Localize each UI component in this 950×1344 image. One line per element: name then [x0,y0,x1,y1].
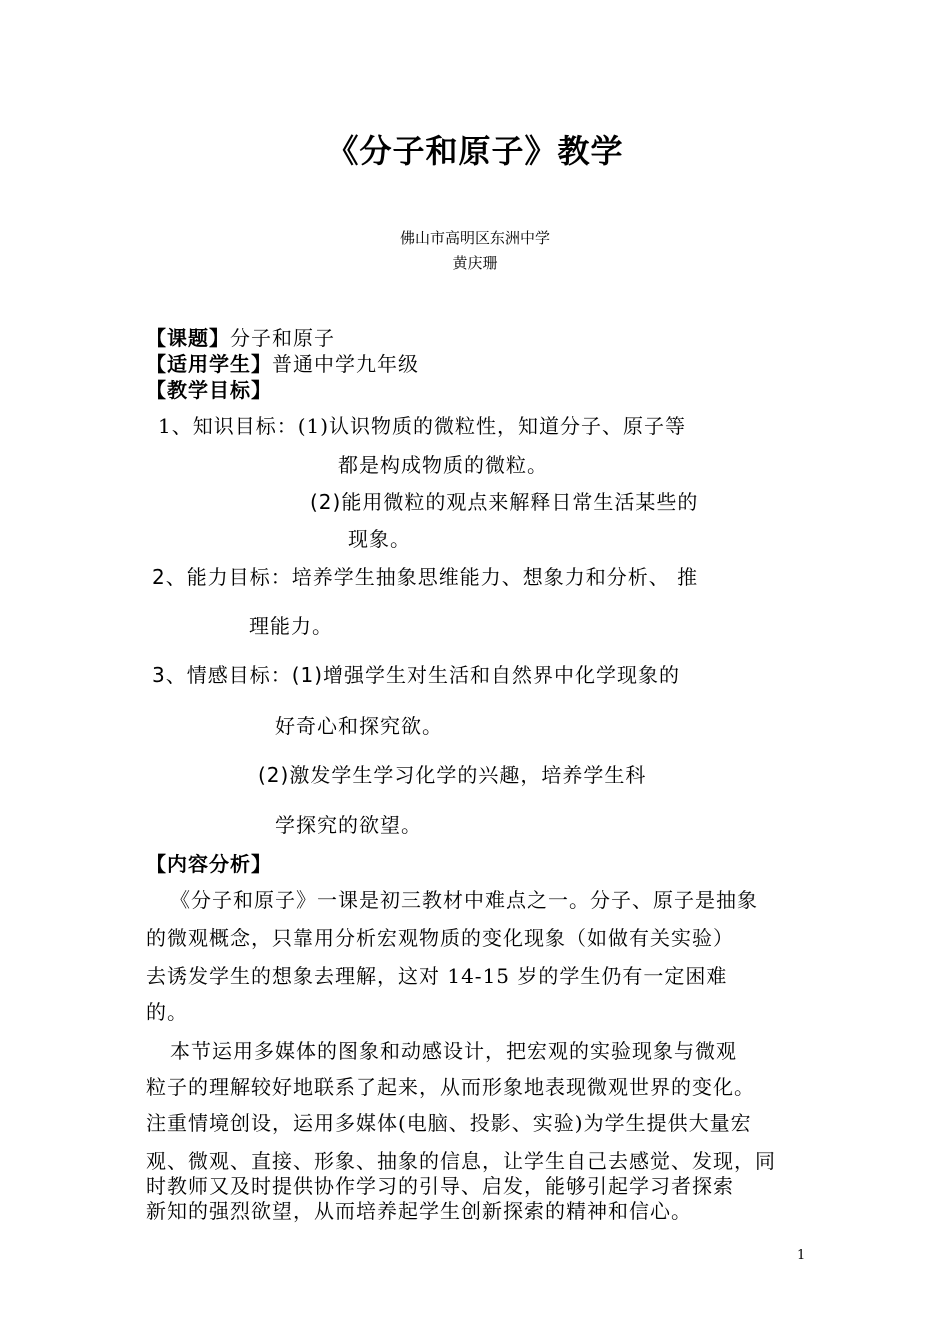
analysis-p2-line: 时教师又及时提供协作学习的引导、启发，能够引起学习者探索 [146,1174,734,1198]
objective-ability-b: 理能力。 [249,614,333,638]
page-number: 1 [797,1248,806,1263]
analysis-p1-line: 《分子和原子》一课是初三教材中难点之一。分子、原子是抽象 [170,888,758,912]
analysis-p2-line: 粒子的理解较好地联系了起来，从而形象地表现微观世界的变化。 [146,1075,755,1099]
analysis-p1-line: 的微观概念，只靠用分析宏观物质的变化现象（如做有关实验） [146,926,734,950]
students-label: 【适用学生】 [146,352,272,376]
objective-emotion-2b: 学探究的欲望。 [275,813,422,837]
objective-emotion-1b: 好奇心和探究欲。 [275,714,443,738]
analysis-p2-line: 新知的强烈欲望，从而培养起学生创新探索的精神和信心。 [146,1199,692,1223]
analysis-p1-line: 去诱发学生的想象去理解，这对 14-15 岁的学生仍有一定困难 [146,964,728,988]
objectives-label: 【教学目标】 [146,378,272,402]
school-name: 佛山市高明区东洲中学 [399,229,550,247]
objective-knowledge-1a: 1、知识目标：(1)认识物质的微粒性，知道分子、原子等 [158,414,687,438]
analysis-p2-line: 注重情境创设，运用多媒体(电脑、投影、实验)为学生提供大量宏 [146,1111,752,1135]
students-value: 普通中学九年级 [272,352,419,376]
objective-knowledge-1b: 都是构成物质的微粒。 [338,453,548,477]
topic-label: 【课题】 [146,326,230,350]
analysis-p2-line: 本节运用多媒体的图象和动感设计，把宏观的实验现象与微观 [170,1039,737,1063]
objective-knowledge-2a: (2)能用微粒的观点来解释日常生活某些的 [310,490,699,514]
analysis-p2-line: 观、微观、直接、形象、抽象的信息，让学生自己去感觉、发现，同 [146,1149,776,1173]
objectives-heading [146,374,272,403]
objective-knowledge-2b: 现象。 [348,527,411,551]
topic-value: 分子和原子 [230,326,335,350]
document-title: 《分子和原子》教学 [326,132,624,170]
objective-ability-a: 2、能力目标：培养学生抽象思维能力、想象力和分析、 推 [152,565,699,589]
topic-line [146,322,335,351]
objective-emotion-1a: 3、情感目标：(1)增强学生对生活和自然界中化学现象的 [152,663,681,687]
analysis-label: 【内容分析】 [146,852,272,876]
students-line [146,348,419,377]
objective-emotion-2a: (2)激发学生学习化学的兴趣，培养学生科 [258,763,647,787]
author-name: 黄庆珊 [452,254,498,272]
analysis-heading [146,848,272,877]
analysis-p1-line: 的。 [146,1000,188,1024]
